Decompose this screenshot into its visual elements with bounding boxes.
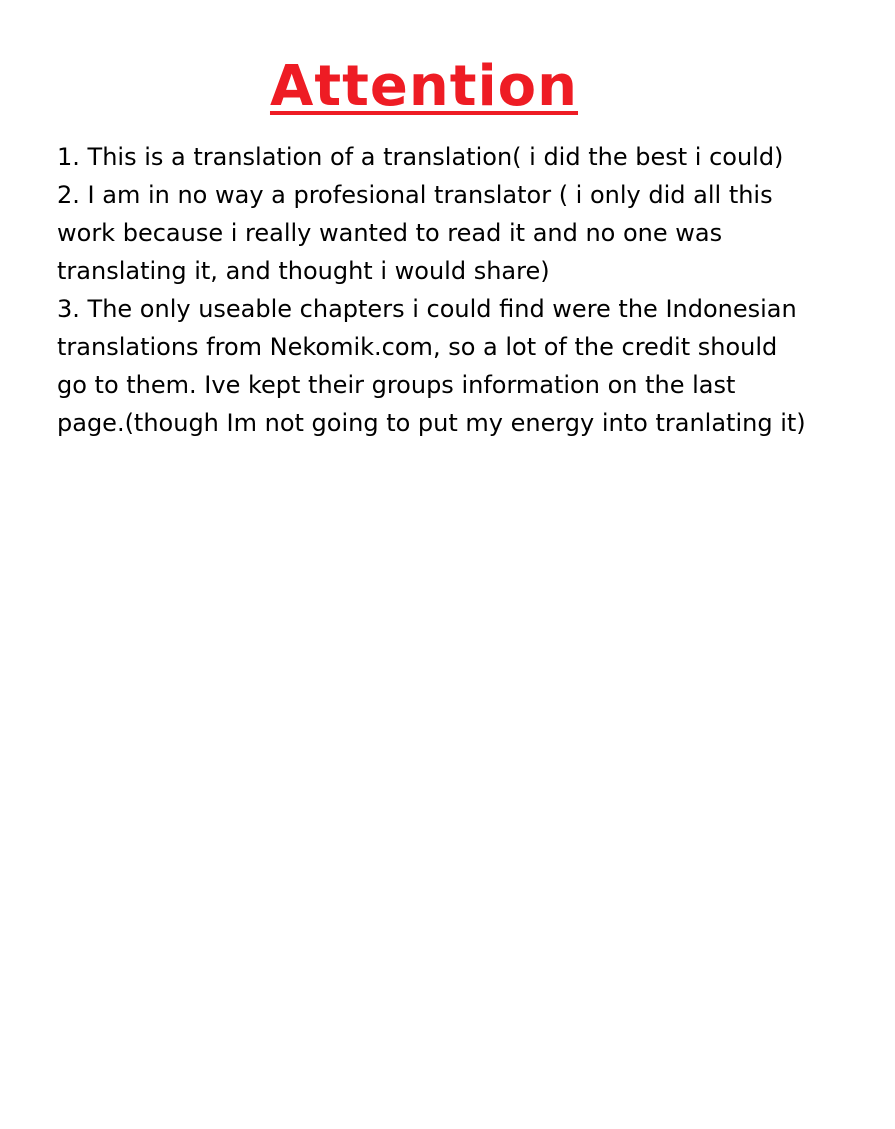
- notice-line-3: work because i really wanted to read it and no one was: [57, 219, 723, 247]
- notice-line-8: page.(though Im not going to put my energy into tranlating it): [57, 409, 806, 437]
- notice-line-7: go to them. Ive kept their groups information on the last: [57, 371, 736, 399]
- notice-line-4: translating it, and thought i would share): [57, 257, 550, 285]
- notice-body: [57, 138, 857, 442]
- notice-line-1: 1. This is a translation of a translation( i did the best i could): [57, 143, 784, 171]
- page-title: [0, 52, 848, 122]
- notice-line-2: 2. I am in no way a profesional translator ( i only did all this: [57, 181, 773, 209]
- notice-line-6: translations from Nekomik.com, so a lot of the credit should: [57, 333, 778, 361]
- notice-line-5: 3. The only useable chapters i could find were the Indonesian: [57, 295, 797, 323]
- page-title-text: Attention: [269, 54, 579, 119]
